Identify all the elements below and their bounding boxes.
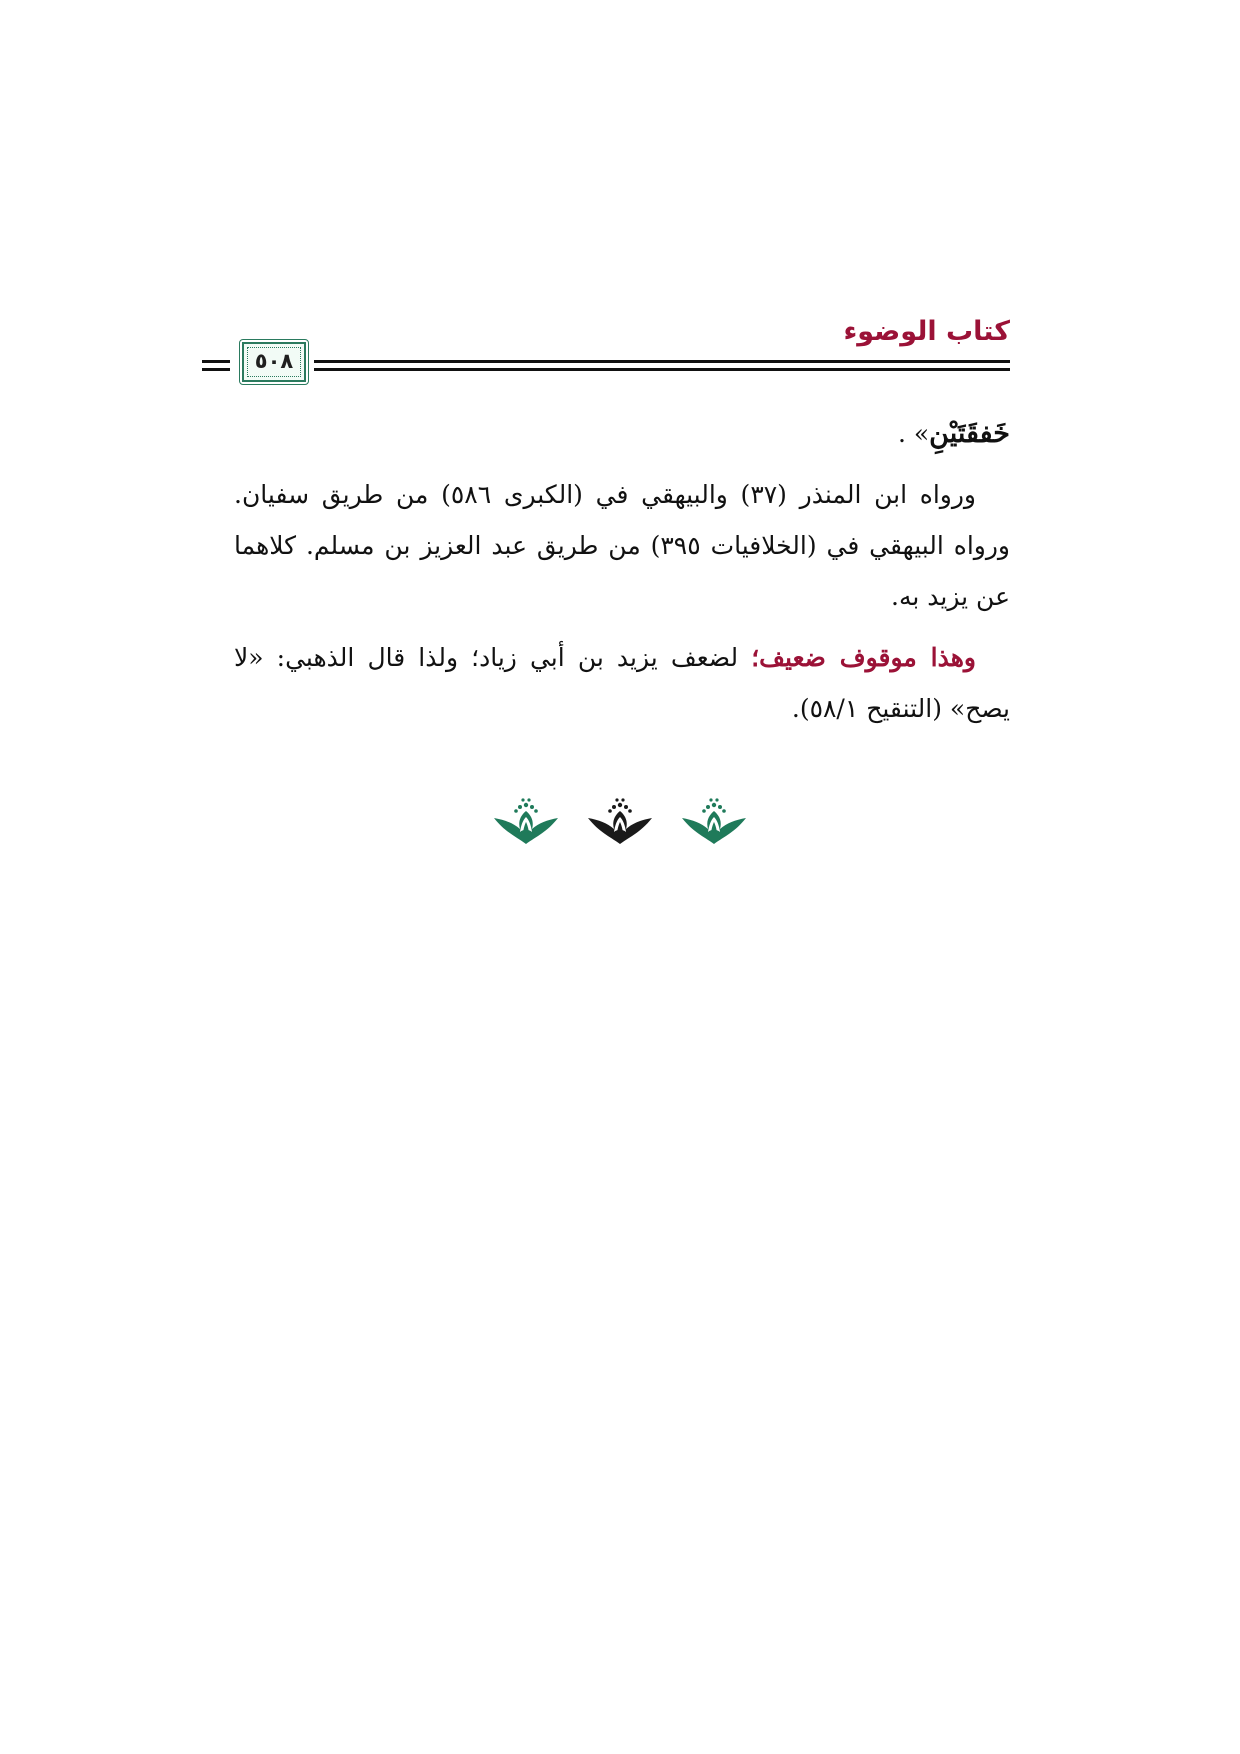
header-rule-left-top [202, 360, 230, 363]
floral-ornament-green-icon [679, 796, 749, 846]
paragraph-narrations: ورواه ابن المنذر (٣٧) والبيهقي في (الكبرى ٥٨٦) من طريق سفيان. ورواه البيهقي في (الخلافيات ٣٩٥) من طريق عبد العزيز بن مسلم. كلاهما عن يزيد به. [234, 480, 1011, 611]
intro-punctuation: » . [897, 419, 930, 448]
intro-word: خَفقَتَيْنِ [929, 418, 1010, 449]
section-divider [0, 796, 1240, 856]
page-content [234, 408, 1010, 734]
floral-ornament-green-icon [491, 796, 561, 846]
header-rule-bottom [314, 368, 1010, 371]
floral-ornament-black-icon [585, 796, 655, 846]
intro-line [234, 408, 1010, 459]
paragraph-grading [234, 632, 1010, 734]
page-header [234, 318, 1010, 390]
page-number-frame [242, 342, 306, 382]
grading-highlight: وهذا موقوف ضعيف؛ [751, 643, 976, 672]
grading-text: لضعف يزيد بن أبي زياد؛ ولذا قال الذهبي: «لا يصح» (التنقيح ٥٨/١). [234, 643, 1010, 723]
header-rule-left-bottom [202, 368, 230, 371]
book-title: كتاب الوضوء [843, 316, 1010, 347]
page-number: ٥٠٨ [254, 349, 294, 373]
header-rule-top [314, 360, 1010, 363]
